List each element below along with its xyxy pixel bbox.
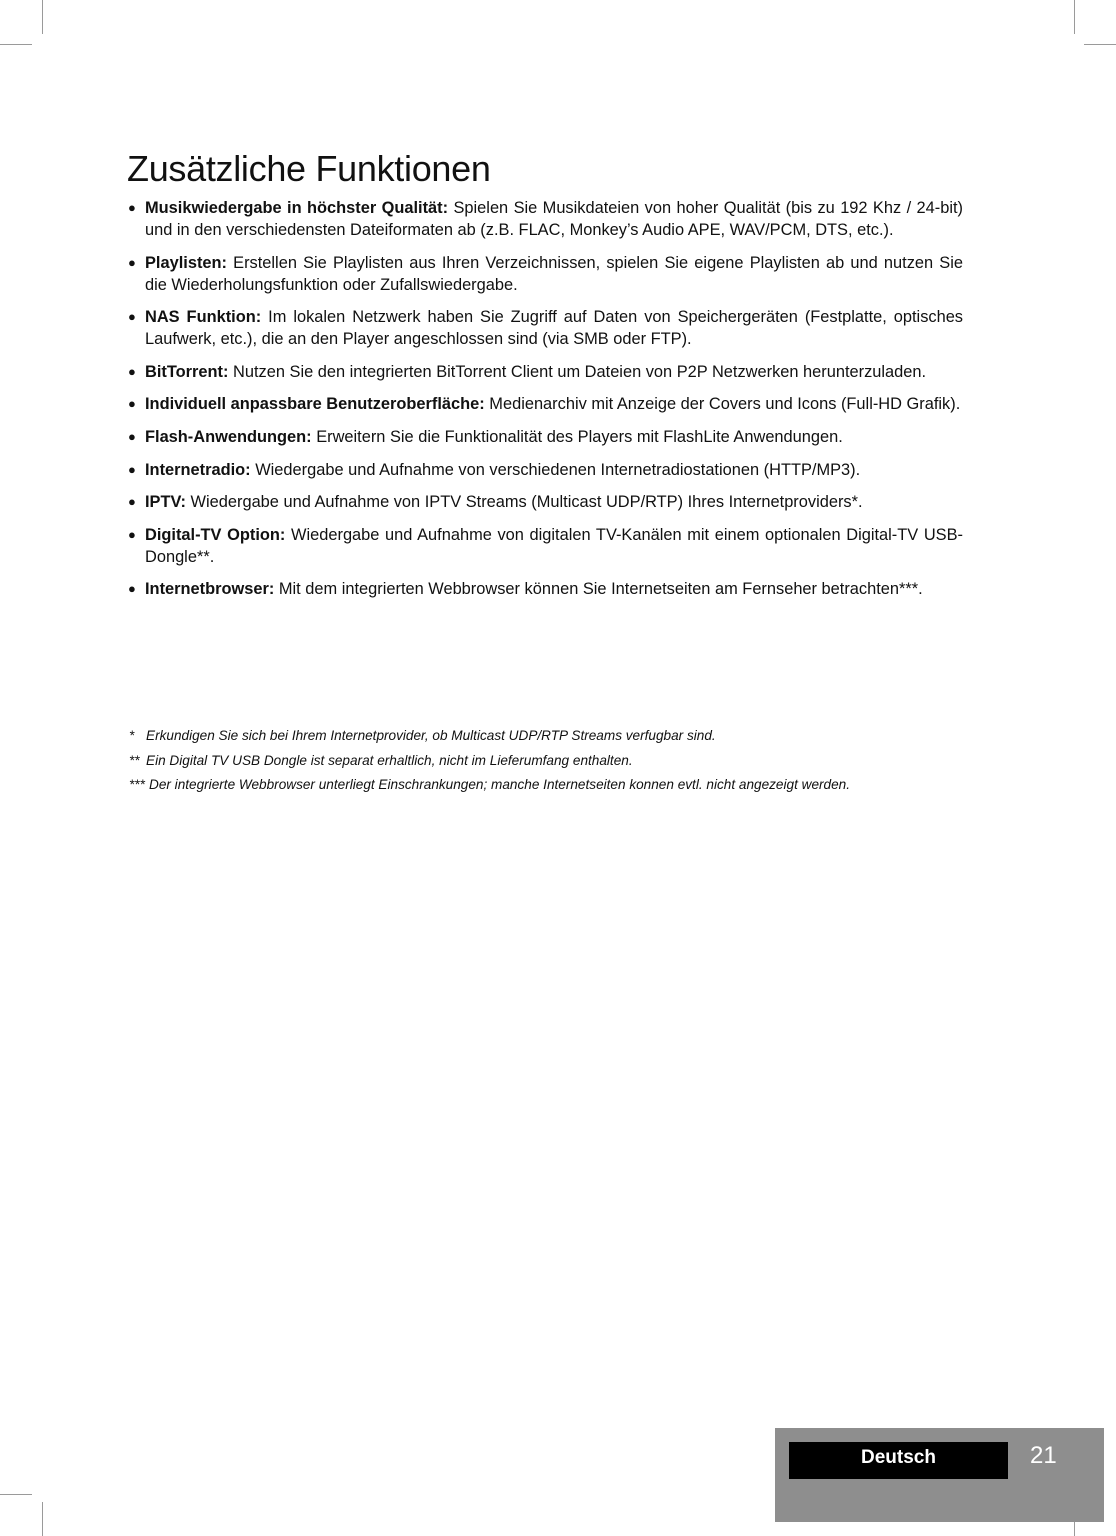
- feature-item: [127, 306, 963, 350]
- crop-mark-bottom-left-h: [0, 1494, 32, 1495]
- crop-mark-top-left: [42, 0, 43, 34]
- feature-description: Nutzen Sie den integrierten BitTorrent Client um Dateien von P2P Netzwerken herunterzuladen.: [228, 362, 927, 381]
- feature-description: Mit dem integrierten Webbrowser können Sie Internetseiten am Fernseher betrachten***.: [274, 580, 923, 599]
- bullet-icon: ●: [128, 396, 136, 412]
- footnote-text: Erkundigen Sie sich bei Ihrem Internetprovider, ob Multicast UDP/RTP Streams verfugbar sind.: [146, 728, 716, 743]
- feature-item: [127, 491, 963, 513]
- feature-term: Internetbrowser:: [145, 580, 275, 599]
- feature-item: [127, 426, 963, 448]
- footnote: [129, 775, 963, 795]
- footnote: [129, 726, 963, 746]
- crop-mark-top-right-h: [1084, 44, 1116, 45]
- footnote-text: Der integrierte Webbrowser unterliegt Einschrankungen; manche Internetseiten konnen evtl. nicht angezeigt werden.: [149, 777, 850, 792]
- page-title: Zusätzliche Funktionen: [127, 148, 491, 189]
- bullet-icon: ●: [128, 526, 136, 542]
- feature-term: Flash-Anwendungen:: [145, 427, 312, 446]
- feature-item: [127, 459, 963, 481]
- language-label: Deutsch: [789, 1442, 1008, 1479]
- footnote-list: [129, 726, 963, 800]
- crop-mark-top-left-h: [0, 44, 32, 45]
- feature-item: [127, 524, 963, 568]
- footnote-text: Ein Digital TV USB Dongle ist separat erhaltlich, nicht im Lieferumfang enthalten.: [146, 752, 633, 768]
- bullet-icon: ●: [128, 494, 136, 510]
- feature-term: Playlisten:: [145, 253, 227, 272]
- feature-description: Spielen Sie Musikdateien von hoher Qualität (bis zu 192 Khz / 24-bit) und in den verschiedensten Dateiformaten ab (z.B. FLAC, Monkey’s Audio APE, WAV/PCM, DTS, etc.).: [145, 199, 963, 239]
- feature-description: Medienarchiv mit Anzeige der Covers und Icons (Full-HD Grafik).: [484, 395, 961, 414]
- feature-description: Im lokalen Netzwerk haben Sie Zugriff auf Daten von Speichergeräten (Festplatte, optisches Laufwerk, etc.), die an den Player angeschlossen sind (via SMB oder FTP).: [145, 308, 964, 349]
- feature-term: Digital-TV Option:: [145, 525, 286, 544]
- crop-mark-top-right: [1074, 0, 1075, 34]
- feature-description: Wiedergabe und Aufnahme von IPTV Streams (Multicast UDP/RTP) Ihres Internetproviders*.: [185, 493, 863, 512]
- footer-language-panel: [775, 1428, 1104, 1522]
- feature-item: [127, 361, 963, 383]
- footnote-mark: ***: [129, 777, 145, 792]
- feature-item: [127, 197, 963, 241]
- footnote-mark: **: [129, 752, 140, 768]
- feature-term: NAS Funktion:: [145, 308, 262, 327]
- bullet-icon: ●: [128, 254, 136, 270]
- feature-term: BitTorrent:: [145, 362, 229, 381]
- bullet-icon: ●: [128, 461, 136, 477]
- bullet-icon: ●: [128, 363, 136, 379]
- feature-description: Erweitern Sie die Funktionalität des Players mit FlashLite Anwendungen.: [311, 427, 843, 446]
- feature-item: [127, 252, 963, 296]
- feature-description: Erstellen Sie Playlisten aus Ihren Verzeichnissen, spielen Sie eigene Playlisten ab und nutzen Sie die Wiederholungsfunktion oder Zufallswiedergabe.: [145, 253, 963, 294]
- bullet-icon: ●: [128, 581, 136, 597]
- bullet-icon: ●: [128, 309, 136, 325]
- feature-term: Individuell anpassbare Benutzeroberfläche:: [145, 395, 485, 414]
- footnote-mark: *: [129, 728, 135, 743]
- crop-mark-bottom-left: [42, 1502, 43, 1536]
- feature-description: Wiedergabe und Aufnahme von verschiedenen Internetradiostationen (HTTP/MP3).: [250, 460, 861, 479]
- feature-list: [127, 197, 963, 611]
- page-number: 21: [1030, 1442, 1057, 1469]
- feature-term: Internetradio:: [145, 460, 251, 479]
- feature-item: [127, 578, 963, 600]
- feature-term: Musikwiedergabe in höchster Qualität:: [145, 199, 449, 217]
- feature-description: Wiedergabe und Aufnahme von digitalen TV-Kanälen mit einem optionalen Digital-TV USB-Dongle**.: [145, 525, 964, 566]
- bullet-icon: ●: [128, 428, 136, 444]
- bullet-icon: ●: [128, 200, 136, 215]
- feature-item: [127, 393, 963, 415]
- feature-term: IPTV:: [145, 493, 186, 512]
- footnote: [129, 751, 963, 771]
